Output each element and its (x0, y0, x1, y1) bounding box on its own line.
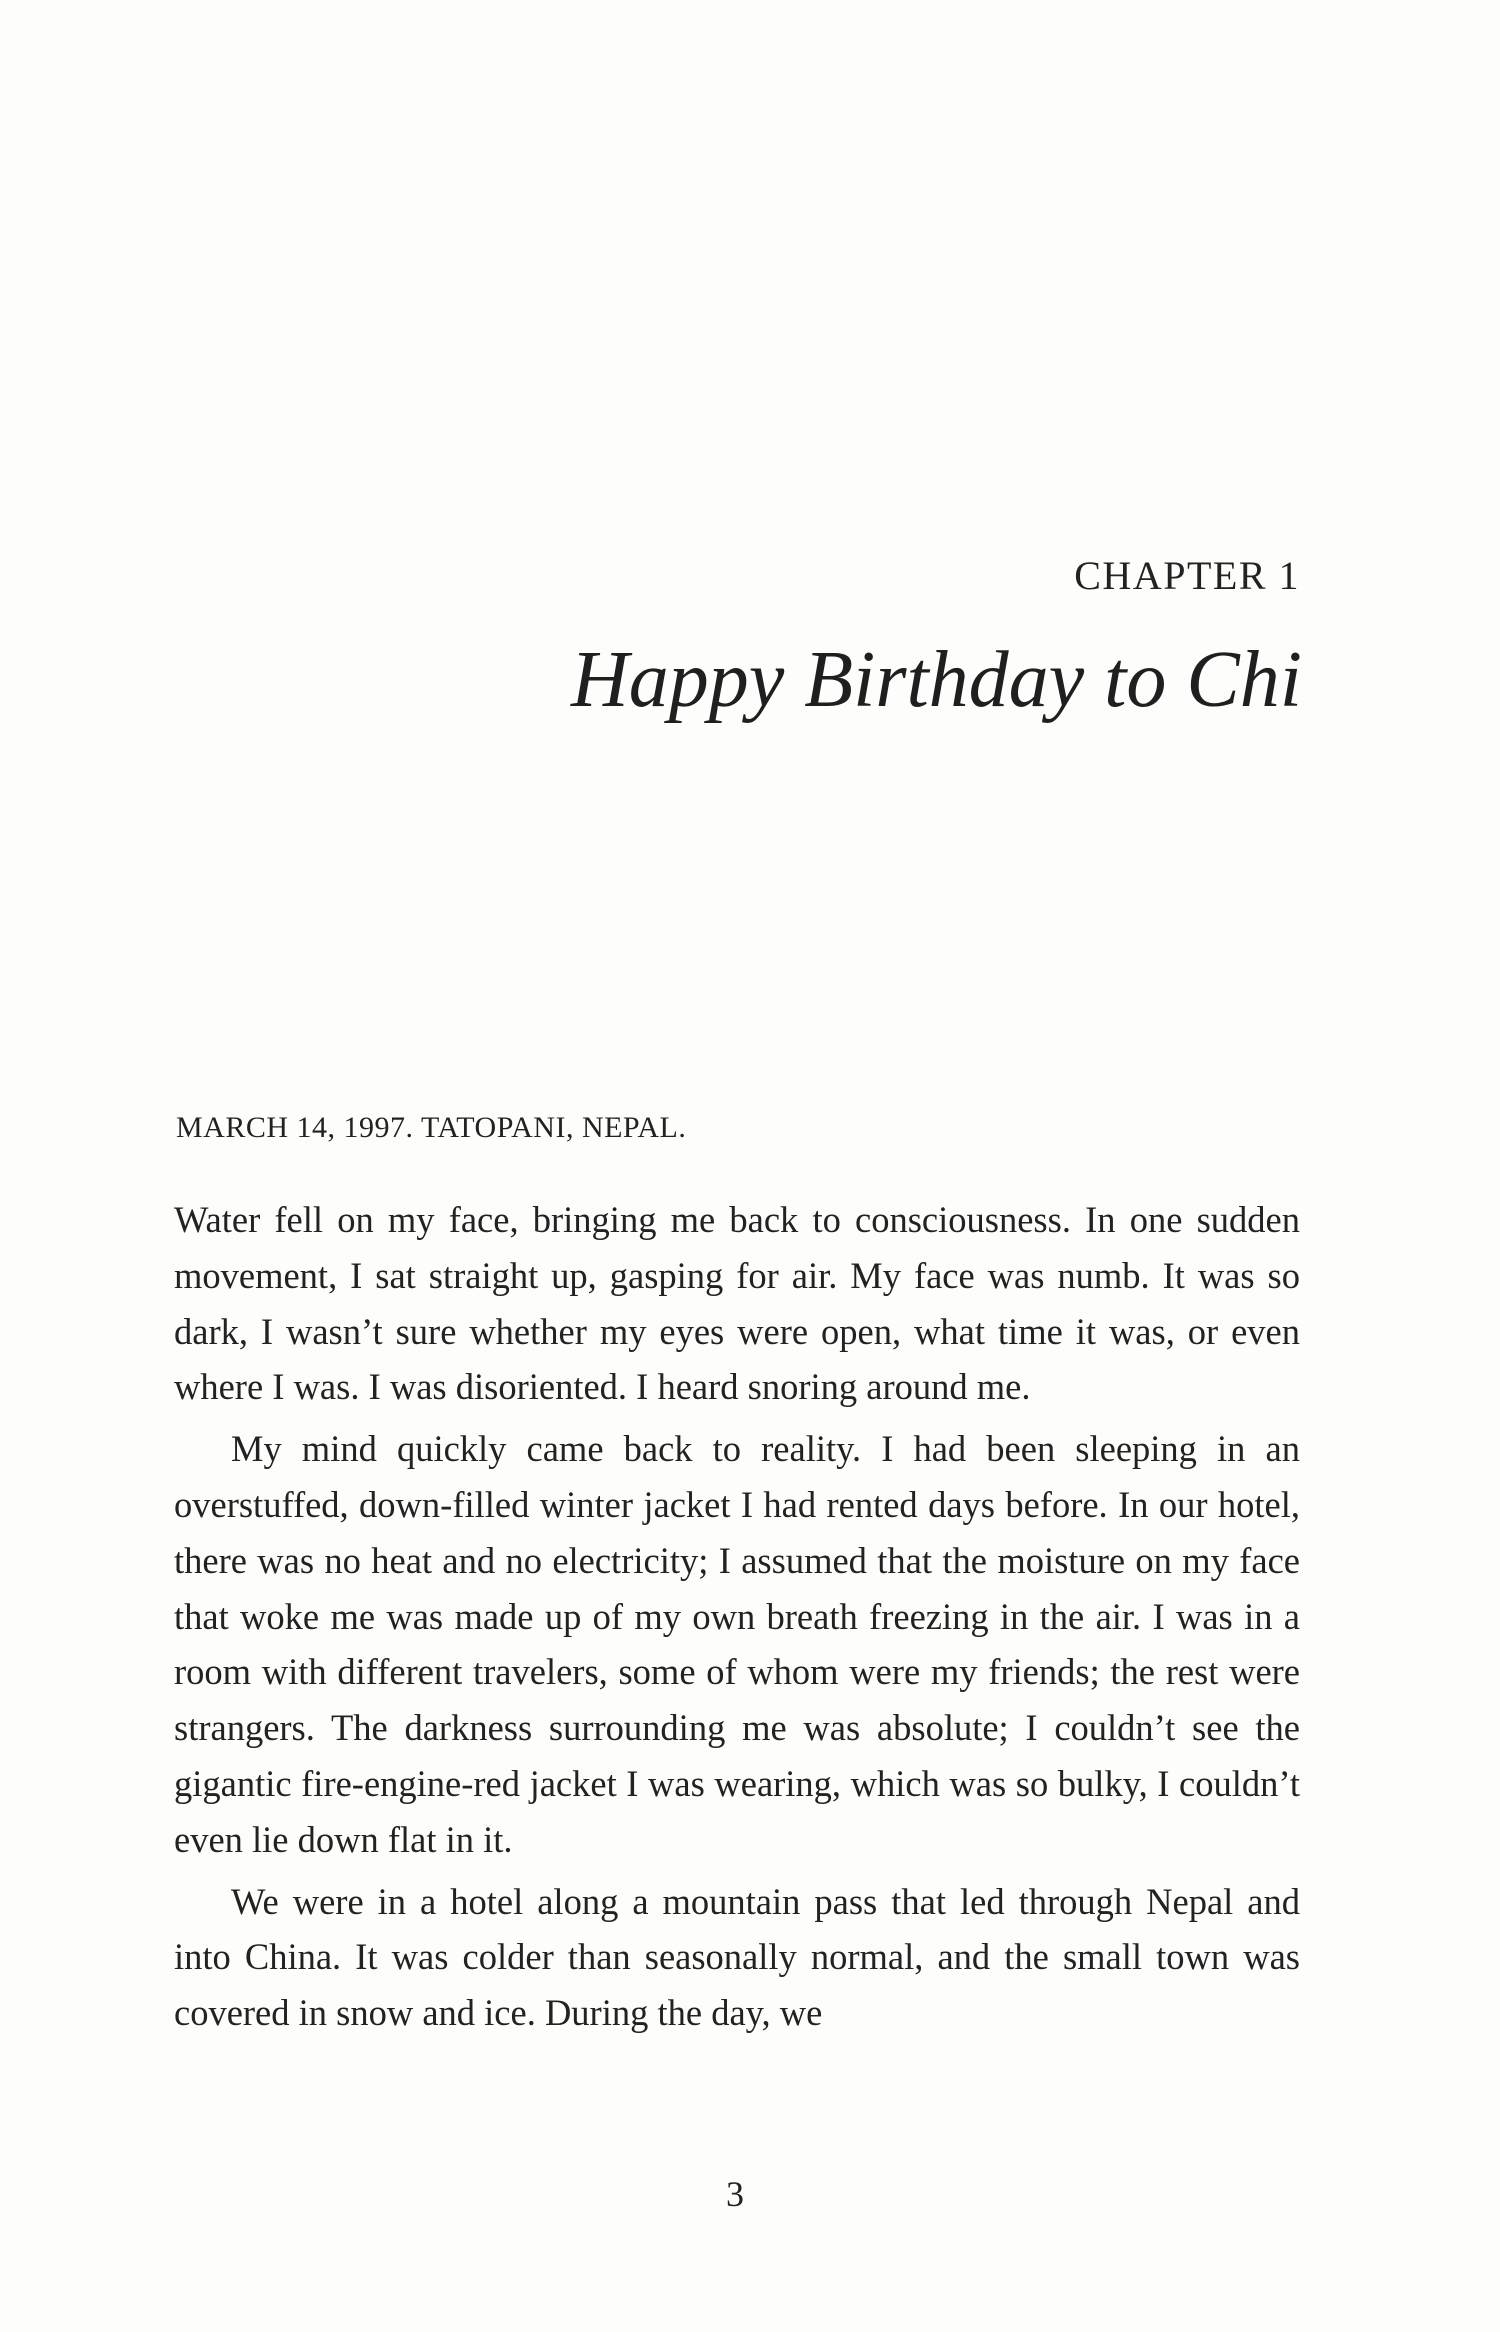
paragraph-2: My mind quickly came back to reality. I had been sleeping in an overstuffed, down-filled winter jacket I had rented days before. In our hotel, there was no heat and no electricity; I assumed that the moisture on my face that woke me was made up of my own breath freezing in the air. I was in a room with different travelers, some of whom were my friends; the rest were strangers. The darkness surrounding me was absolute; I couldn’t see the gigantic fire-engine-red jacket I was wearing, which was so bulky, I couldn’t even lie down flat in it. (174, 1428, 1300, 1860)
paragraph-3: We were in a hotel along a mountain pass that led through Nepal and into China. It was colder than seasonally normal, and the small town was covered in snow and ice. During the day, we (174, 1880, 1300, 2034)
body-text (174, 1192, 1300, 2041)
paragraph-1: Water fell on my face, bringing me back to consciousness. In one sudden movement, I sat straight up, gasping for air. My face was numb. It was so dark, I wasn’t sure whether my eyes were open, what time it was, or even where I was. I was disoriented. I heard snoring around me. (174, 1199, 1300, 1408)
chapter-title: Happy Birthday to Chi (570, 636, 1302, 724)
dateline: MARCH 14, 1997. TATOPANI, NEPAL. (176, 1111, 687, 1144)
page-number: 3 (726, 2174, 744, 2214)
chapter-label: CHAPTER 1 (1074, 553, 1300, 598)
